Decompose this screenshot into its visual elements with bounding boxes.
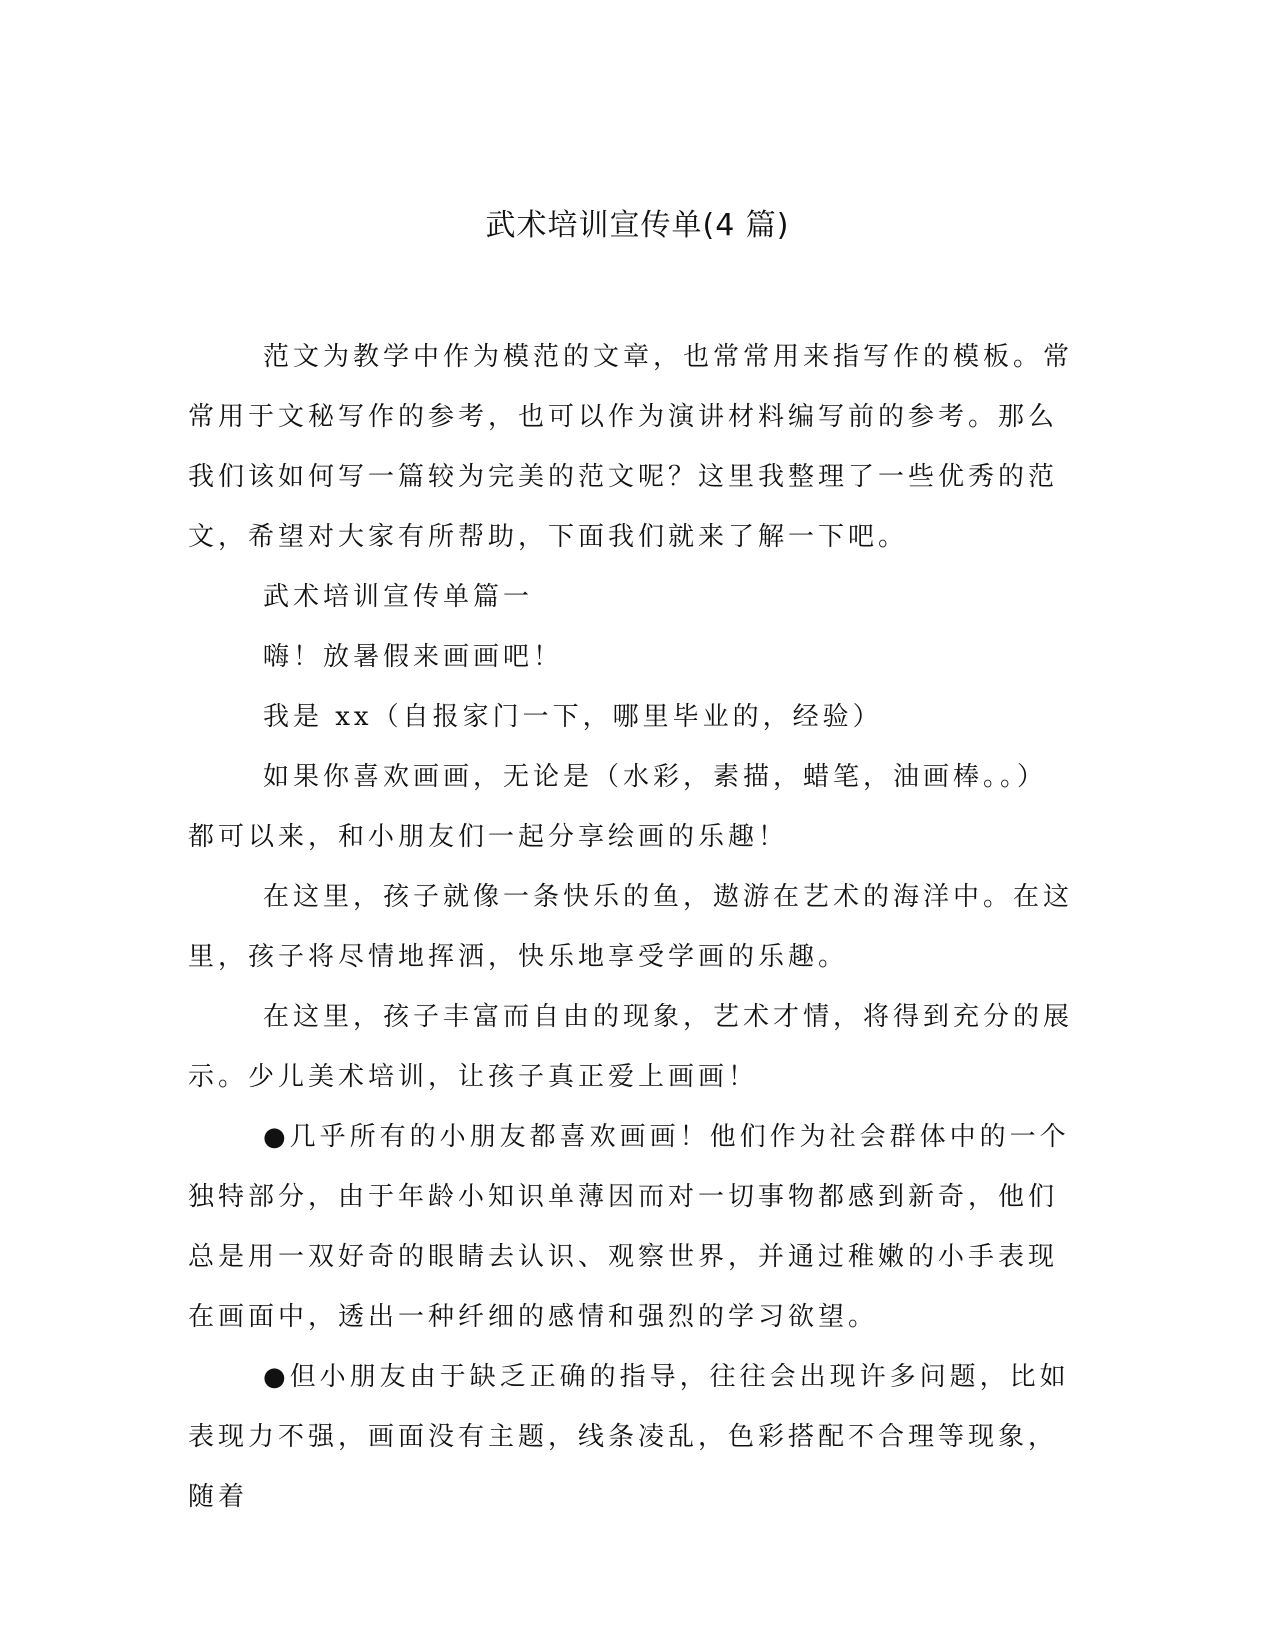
bullet-paragraph: ●几乎所有的小朋友都喜欢画画！他们作为社会群体中的一个独特部分，由于年龄小知识单薄因而对一切事物都感到新奇，他们总是用一双好奇的眼睛去认识、观察世界，并通过稚嫩的小手表现在画面中，透出一种纤细的感情和强烈的学习欲望。 (188, 1122, 1070, 1332)
section-heading: 武术培训宣传单篇一 (263, 582, 534, 612)
paragraph: 如果你喜欢画画，无论是（水彩，素描，蜡笔，油画棒。。）都可以来，和小朋友们一起分享绘画的乐趣！ (188, 762, 1048, 852)
bullet-paragraph: ●但小朋友由于缺乏正确的指导，往往会出现许多问题，比如表现力不强，画面没有主题，线条凌乱，色彩搭配不合理等现象，随着 (188, 1362, 1070, 1512)
paragraph: 在这里，孩子丰富而自由的现象，艺术才情，将得到充分的展示。少儿美术培训，让孩子真正爱上画画！ (188, 1002, 1074, 1092)
paragraph: 我是 xx（自报家门一下，哪里毕业的，经验） (263, 702, 883, 732)
document-body (188, 327, 1076, 1527)
paragraph: 嗨！放暑假来画画吧！ (263, 642, 564, 672)
intro-paragraph: 范文为教学中作为模范的文章，也常常用来指写作的模板。常常用于文秘写作的参考，也可以作为演讲材料编写前的参考。那么我们该如何写一篇较为完美的范文呢？这里我整理了一些优秀的范文，希望对大家有所帮助，下面我们就来了解一下吧。 (188, 342, 1074, 552)
paragraph: 在这里，孩子就像一条快乐的鱼，遨游在艺术的海洋中。在这里，孩子将尽情地挥洒，快乐地享受学画的乐趣。 (188, 882, 1074, 972)
document-title: 武术培训宣传单(4 篇) (485, 208, 790, 243)
